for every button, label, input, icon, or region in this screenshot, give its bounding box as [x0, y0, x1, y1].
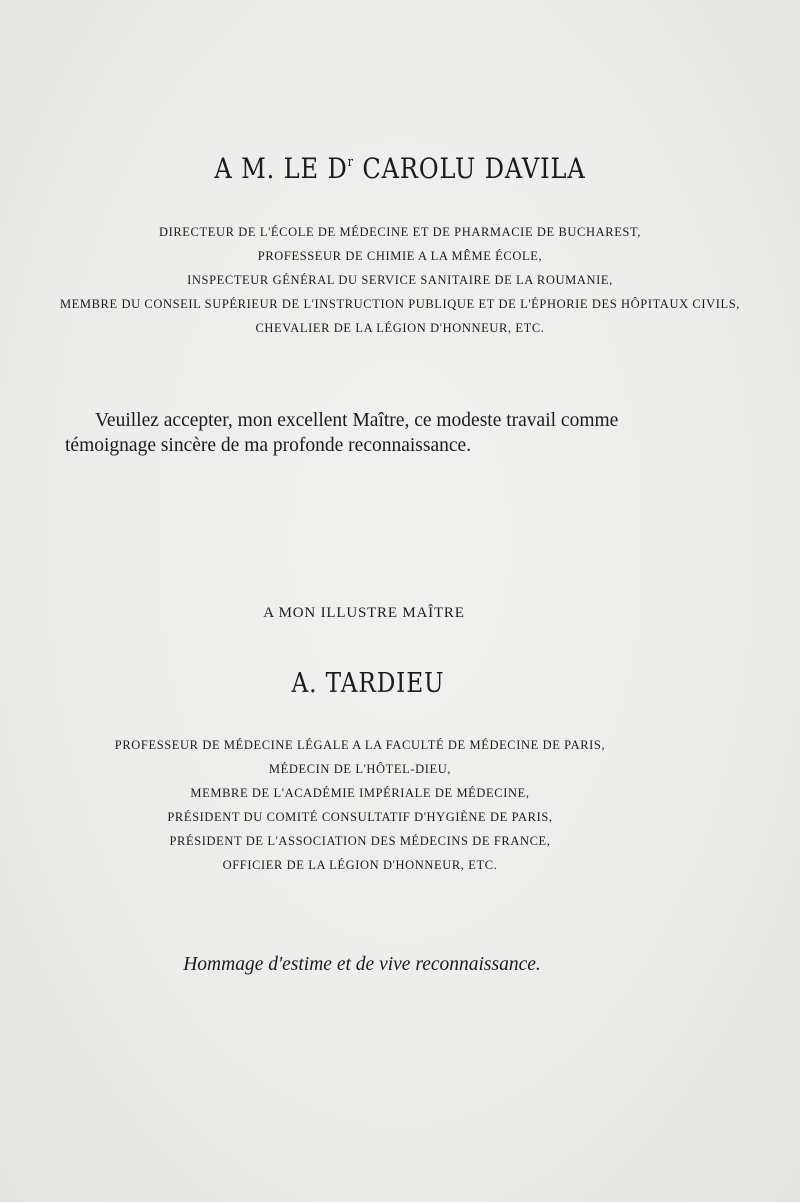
dedicatee-title-line: PROFESSEUR DE CHIMIE A LA MÊME ÉCOLE, — [257, 249, 543, 263]
dedicatee-title-line: MEMBRE DU CONSEIL SUPÉRIEUR DE L'INSTRUCTION PUBLIQUE ET DE L'ÉPHORIE DES HÔPITAUX CIVILS, — [59, 297, 741, 311]
teacher-title-line: PROFESSEUR DE MÉDECINE LÉGALE A LA FACULTÉ DE MÉDECINE DE PARIS, — [114, 738, 606, 752]
dedicatee-name-rest: CAROLU DAVILA — [353, 152, 586, 185]
teacher-title-line: PRÉSIDENT DU COMITÉ CONSULTATIF D'HYGIÈNE DE PARIS, — [167, 810, 553, 824]
dedicatee-title-line: DIRECTEUR DE L'ÉCOLE DE MÉDECINE ET DE PHARMACIE DE BUCHAREST, — [158, 225, 642, 239]
dedication-heading: A MON ILLUSTRE MAÎTRE — [263, 605, 465, 621]
dedicatee-titles — [0, 220, 800, 340]
hommage-line: Hommage d'estime et de vive reconnaissance. — [183, 954, 541, 975]
dedicatee-name-prefix: A M. LE D — [214, 152, 348, 185]
dedicatee-title-line: CHEVALIER DE LA LÉGION D'HONNEUR, ETC. — [255, 321, 545, 335]
dedicatee-name-superscript: r — [347, 155, 354, 170]
dedication-text-line: Veuillez accepter, mon excellent Maître, ce modeste travail comme — [95, 410, 619, 431]
teacher-title-line: MÉDECIN DE L'HÔTEL-DIEU, — [268, 762, 452, 776]
dedication-text-line: témoignage sincère de ma profonde reconnaissance. — [65, 435, 472, 456]
dedicatee-title-line: INSPECTEUR GÉNÉRAL DU SERVICE SANITAIRE DE LA ROUMANIE, — [187, 273, 613, 287]
teacher-title-line: MEMBRE DE L'ACADÉMIE IMPÉRIALE DE MÉDECINE, — [190, 786, 530, 800]
teacher-titles — [0, 733, 760, 877]
dedication-text — [65, 408, 735, 458]
teacher-name: A. TARDIEU — [291, 668, 445, 699]
teacher-title-line: OFFICIER DE LA LÉGION D'HONNEUR, ETC. — [222, 858, 498, 872]
teacher-name-wrapper — [0, 668, 768, 699]
dedicatee-heading — [0, 152, 800, 185]
teacher-title-line: PRÉSIDENT DE L'ASSOCIATION DES MÉDECINS DE FRANCE, — [169, 834, 551, 848]
